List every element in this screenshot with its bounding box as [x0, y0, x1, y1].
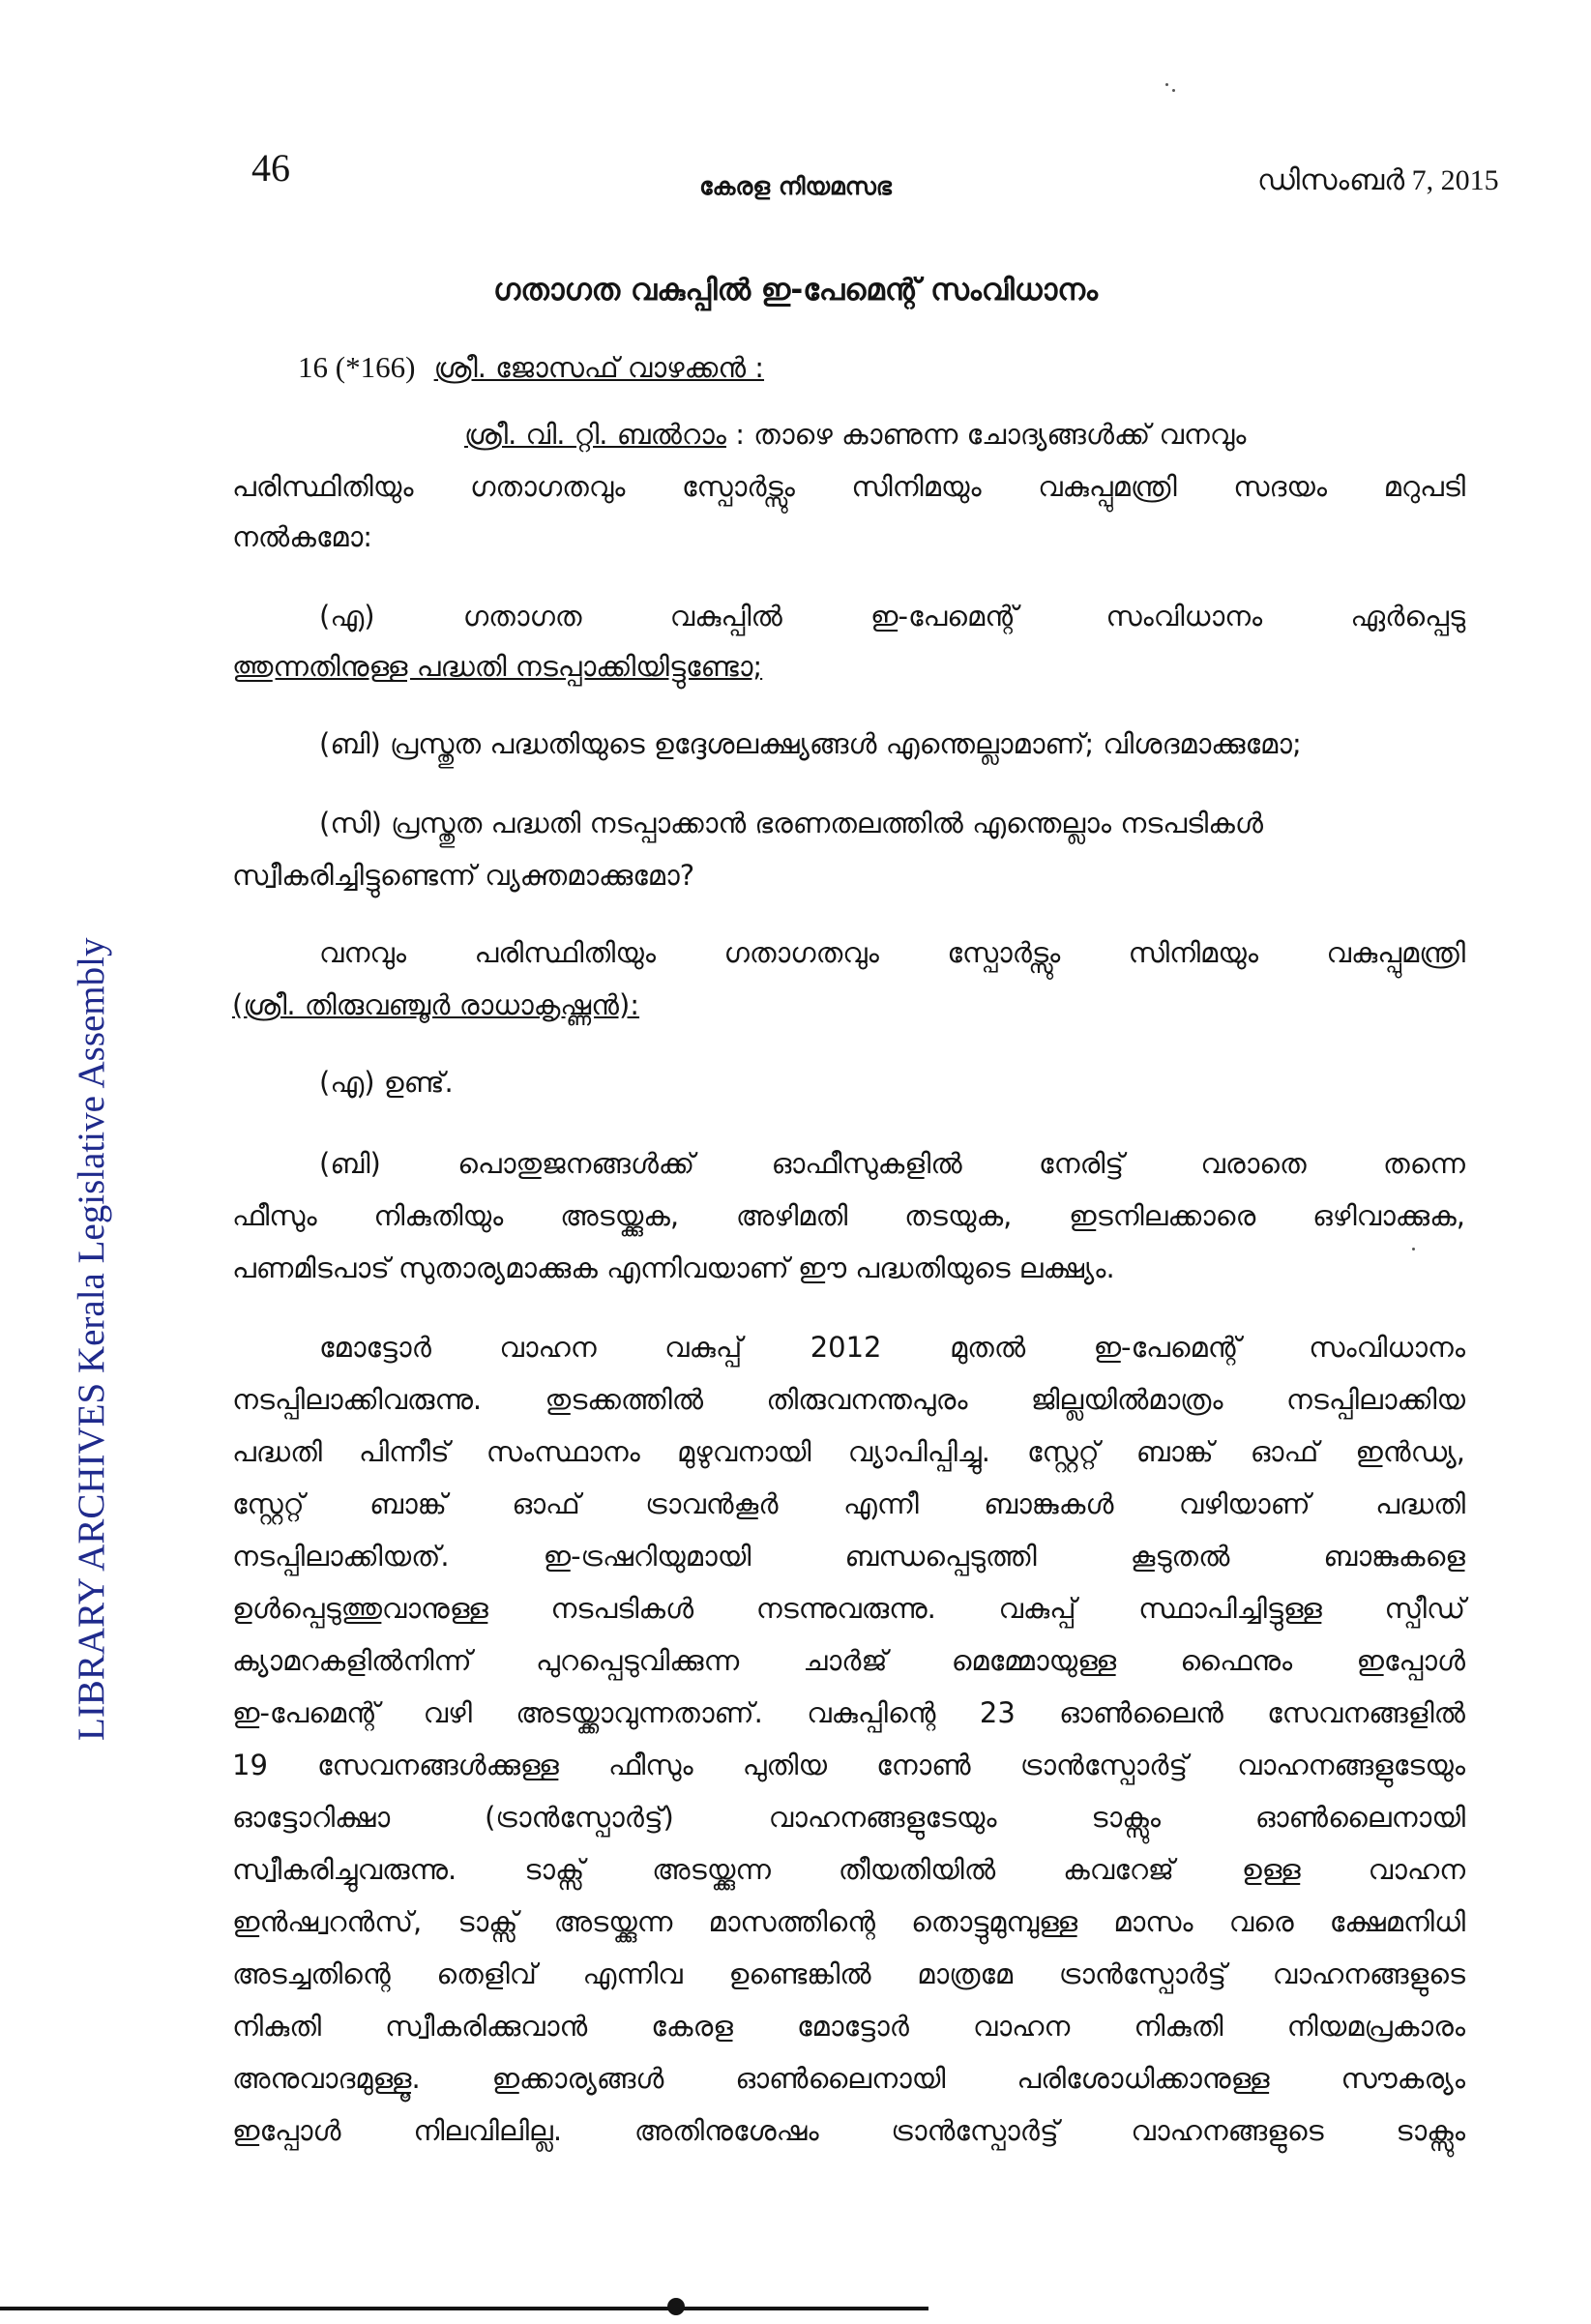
question-intro-line2: പരിസ്ഥിതിയും ഗതാഗതവും സ്പോർട്സും സിനിമയും വകുപ്പുമന്ത്രി സദയം മറുപടി	[232, 470, 1465, 503]
answer-paragraph-line: ക്യാമറകളിൽനിന്ന് പുറപ്പെടുവിക്കുന്ന ചാർജ് മെമ്മോയുള്ള ഫൈനും ഇപ്പോൾ	[232, 1644, 1465, 1677]
question-a-line2: ത്തുന്നതിനുള്ള പദ്ധതി നടപ്പാക്കിയിട്ടുണ്ടോ;	[232, 650, 763, 683]
answer-paragraph-line: ഇപ്പോൾ നിലവിലില്ല. അതിനുശേഷം ട്രാൻസ്പോർട്ട് വാഹനങ്ങളുടെ ടാക്സും	[232, 2114, 1465, 2147]
scan-speck	[1412, 1248, 1415, 1250]
answer-minister-name: (ശ്രീ. തിരുവഞ്ചൂർ രാധാകൃഷ്ണൻ):	[232, 988, 640, 1021]
question-c-line2: സ്വീകരിച്ചിട്ടുണ്ടെന്ന് വ്യക്തമാക്കുമോ?	[232, 859, 695, 892]
answer-paragraph-line: ഓട്ടോറിക്ഷാ (ട്രാൻസ്പോർട്ട്) വാഹനങ്ങളുടേയും ടാക്സും ഓൺലൈനായി	[232, 1801, 1465, 1834]
answer-paragraph-line: 19 സേവനങ്ങൾക്കുള്ള ഫീസും പുതിയ നോൺ ട്രാൻസ്പോർട്ട് വാഹനങ്ങളുടേയും	[232, 1749, 1465, 1781]
question-intro-line1	[464, 418, 1246, 452]
question-b-line1: (ബി) പ്രസ്തുത പദ്ധതിയുടെ ഉദ്ദേശലക്ഷ്യങ്ങൾ എന്തെല്ലാമാണ്; വിശദമാക്കുമോ;	[319, 727, 1302, 760]
answer-b-line2: ഫീസും നികുതിയും അടയ്ക്കുക, അഴിമതി തടയുക, ഇടനിലക്കാരെ ഒഴിവാക്കുക,	[232, 1199, 1465, 1232]
answer-a: (എ) ഉണ്ട്.	[319, 1066, 454, 1099]
question-c-line1: (സി) പ്രസ്തുത പദ്ധതി നടപ്പാക്കാൻ ഭരണതലത്തിൽ എന്തെല്ലാം നടപടികൾ	[319, 807, 1264, 839]
page-header-title: കേരള നിയമസഭ	[699, 172, 892, 200]
answer-paragraph-line: ഉൾപ്പെടുത്തുവാനുള്ള നടപടികൾ നടന്നുവരുന്നു. വകുപ്പ് സ്ഥാപിച്ചിട്ടുള്ള സ്പീഡ്	[232, 1592, 1465, 1625]
answer-paragraph-line: നടപ്പിലാക്കിയത്. ഇ-ട്രഷറിയുമായി ബന്ധപ്പെടുത്തി കൂടുതൽ ബാങ്കുകളെ	[232, 1540, 1465, 1573]
answer-paragraph-line: നികുതി സ്വീകരിക്കുവാൻ കേരള മോട്ടോർ വാഹന നികുതി നിയമപ്രകാരം	[232, 2010, 1465, 2043]
question-number-line	[298, 350, 764, 385]
answer-minister-line1: വനവും പരിസ്ഥിതിയും ഗതാഗതവും സ്പോർട്സും സിനിമയും വകുപ്പുമന്ത്രി	[319, 936, 1465, 969]
member-joseph-vazhakkan: ശ്രീ. ജോസഫ് വാഴക്കൻ :	[433, 351, 765, 384]
answer-paragraph-line: ഇ-പേമെന്റ് വഴി അടയ്ക്കാവുന്നതാണ്. വകുപ്പിന്റെ 23 ഓൺലൈൻ സേവനങ്ങളിൽ	[232, 1696, 1465, 1729]
question-a-line1: (എ) ഗതാഗത വകുപ്പിൽ ഇ-പേമെന്റ് സംവിധാനം ഏർപ്പെടു	[319, 600, 1465, 632]
section-heading: ഗതാഗത വകുപ്പിൽ ഇ-പേമെന്റ് സംവിധാനം	[493, 273, 1098, 308]
answer-b-line1: (ബി) പൊതുജനങ്ങൾക്ക് ഓഫീസുകളിൽ നേരിട്ട് വരാതെ തന്നെ	[319, 1147, 1465, 1180]
question-number: 16 (*166)	[298, 350, 416, 384]
answer-paragraph-line: സ്റ്റേറ്റ് ബാങ്ക് ഓഫ് ട്രാവൻകൂർ എന്നീ ബാങ്കുകൾ വഴിയാണ് പദ്ധതി	[232, 1487, 1465, 1520]
footer-dot	[667, 2298, 685, 2315]
library-archives-stamp: LIBRARY ARCHIVES Kerala Legislative Assembly	[71, 937, 112, 1741]
member-balram: ശ്രീ. വി. റ്റി. ബൽറാം	[464, 418, 726, 451]
answer-paragraph-line: അടച്ചതിന്റെ തെളിവ് എന്നിവ ഉണ്ടെങ്കിൽ മാത്രമേ ട്രാൻസ്പോർട്ട് വാഹനങ്ങളുടെ	[232, 1957, 1465, 1990]
answer-paragraph-line: പദ്ധതി പിന്നീട് സംസ്ഥാനം മുഴുവനായി വ്യാപിപ്പിച്ചു. സ്റ്റേറ്റ് ബാങ്ക് ഓഫ് ഇൻഡ്യ,	[232, 1435, 1465, 1468]
scan-speck	[1165, 83, 1168, 86]
question-intro-line3: നൽകമോ:	[232, 520, 373, 553]
answer-b-line3: പണമിടപാട് സുതാര്യമാക്കുക എന്നിവയാണ് ഈ പദ്ധതിയുടെ ലക്ഷ്യം.	[232, 1251, 1115, 1284]
question-intro-rest: : താഴെ കാണുന്ന ചോദ്യങ്ങൾക്ക് വനവും	[735, 418, 1247, 451]
answer-paragraph-line: മോട്ടോർ വാഹന വകുപ്പ് 2012 മുതൽ ഇ-പേമെന്റ് സംവിധാനം	[319, 1331, 1465, 1364]
answer-paragraph-line: നടപ്പിലാക്കിവരുന്നു. തുടക്കത്തിൽ തിരുവനന്തപുരം ജില്ലയിൽമാത്രം നടപ്പിലാക്കിയ	[232, 1383, 1465, 1416]
answer-paragraph-line: അനുവാദമുള്ളൂ. ഇക്കാര്യങ്ങൾ ഓൺലൈനായി പരിശോധിക്കാനുള്ള സൗകര്യം	[232, 2062, 1465, 2095]
answer-paragraph-line: ഇൻഷ്വറൻസ്, ടാക്സ് അടയ്ക്കുന്ന മാസത്തിന്റെ തൊട്ടുമുമ്പുള്ള മാസം വരെ ക്ഷേമനിധി	[232, 1905, 1465, 1938]
page-header-date: ഡിസംബർ 7, 2015	[1257, 164, 1499, 196]
answer-paragraph-line: സ്വീകരിച്ചുവരുന്നു. ടാക്സ് അടയ്ക്കുന്ന തീയതിയിൽ കവറേജ് ഉള്ള വാഹന	[232, 1853, 1465, 1886]
page-number: 46	[251, 146, 290, 190]
footer-rule	[0, 2307, 928, 2310]
scan-speck	[1172, 89, 1175, 92]
